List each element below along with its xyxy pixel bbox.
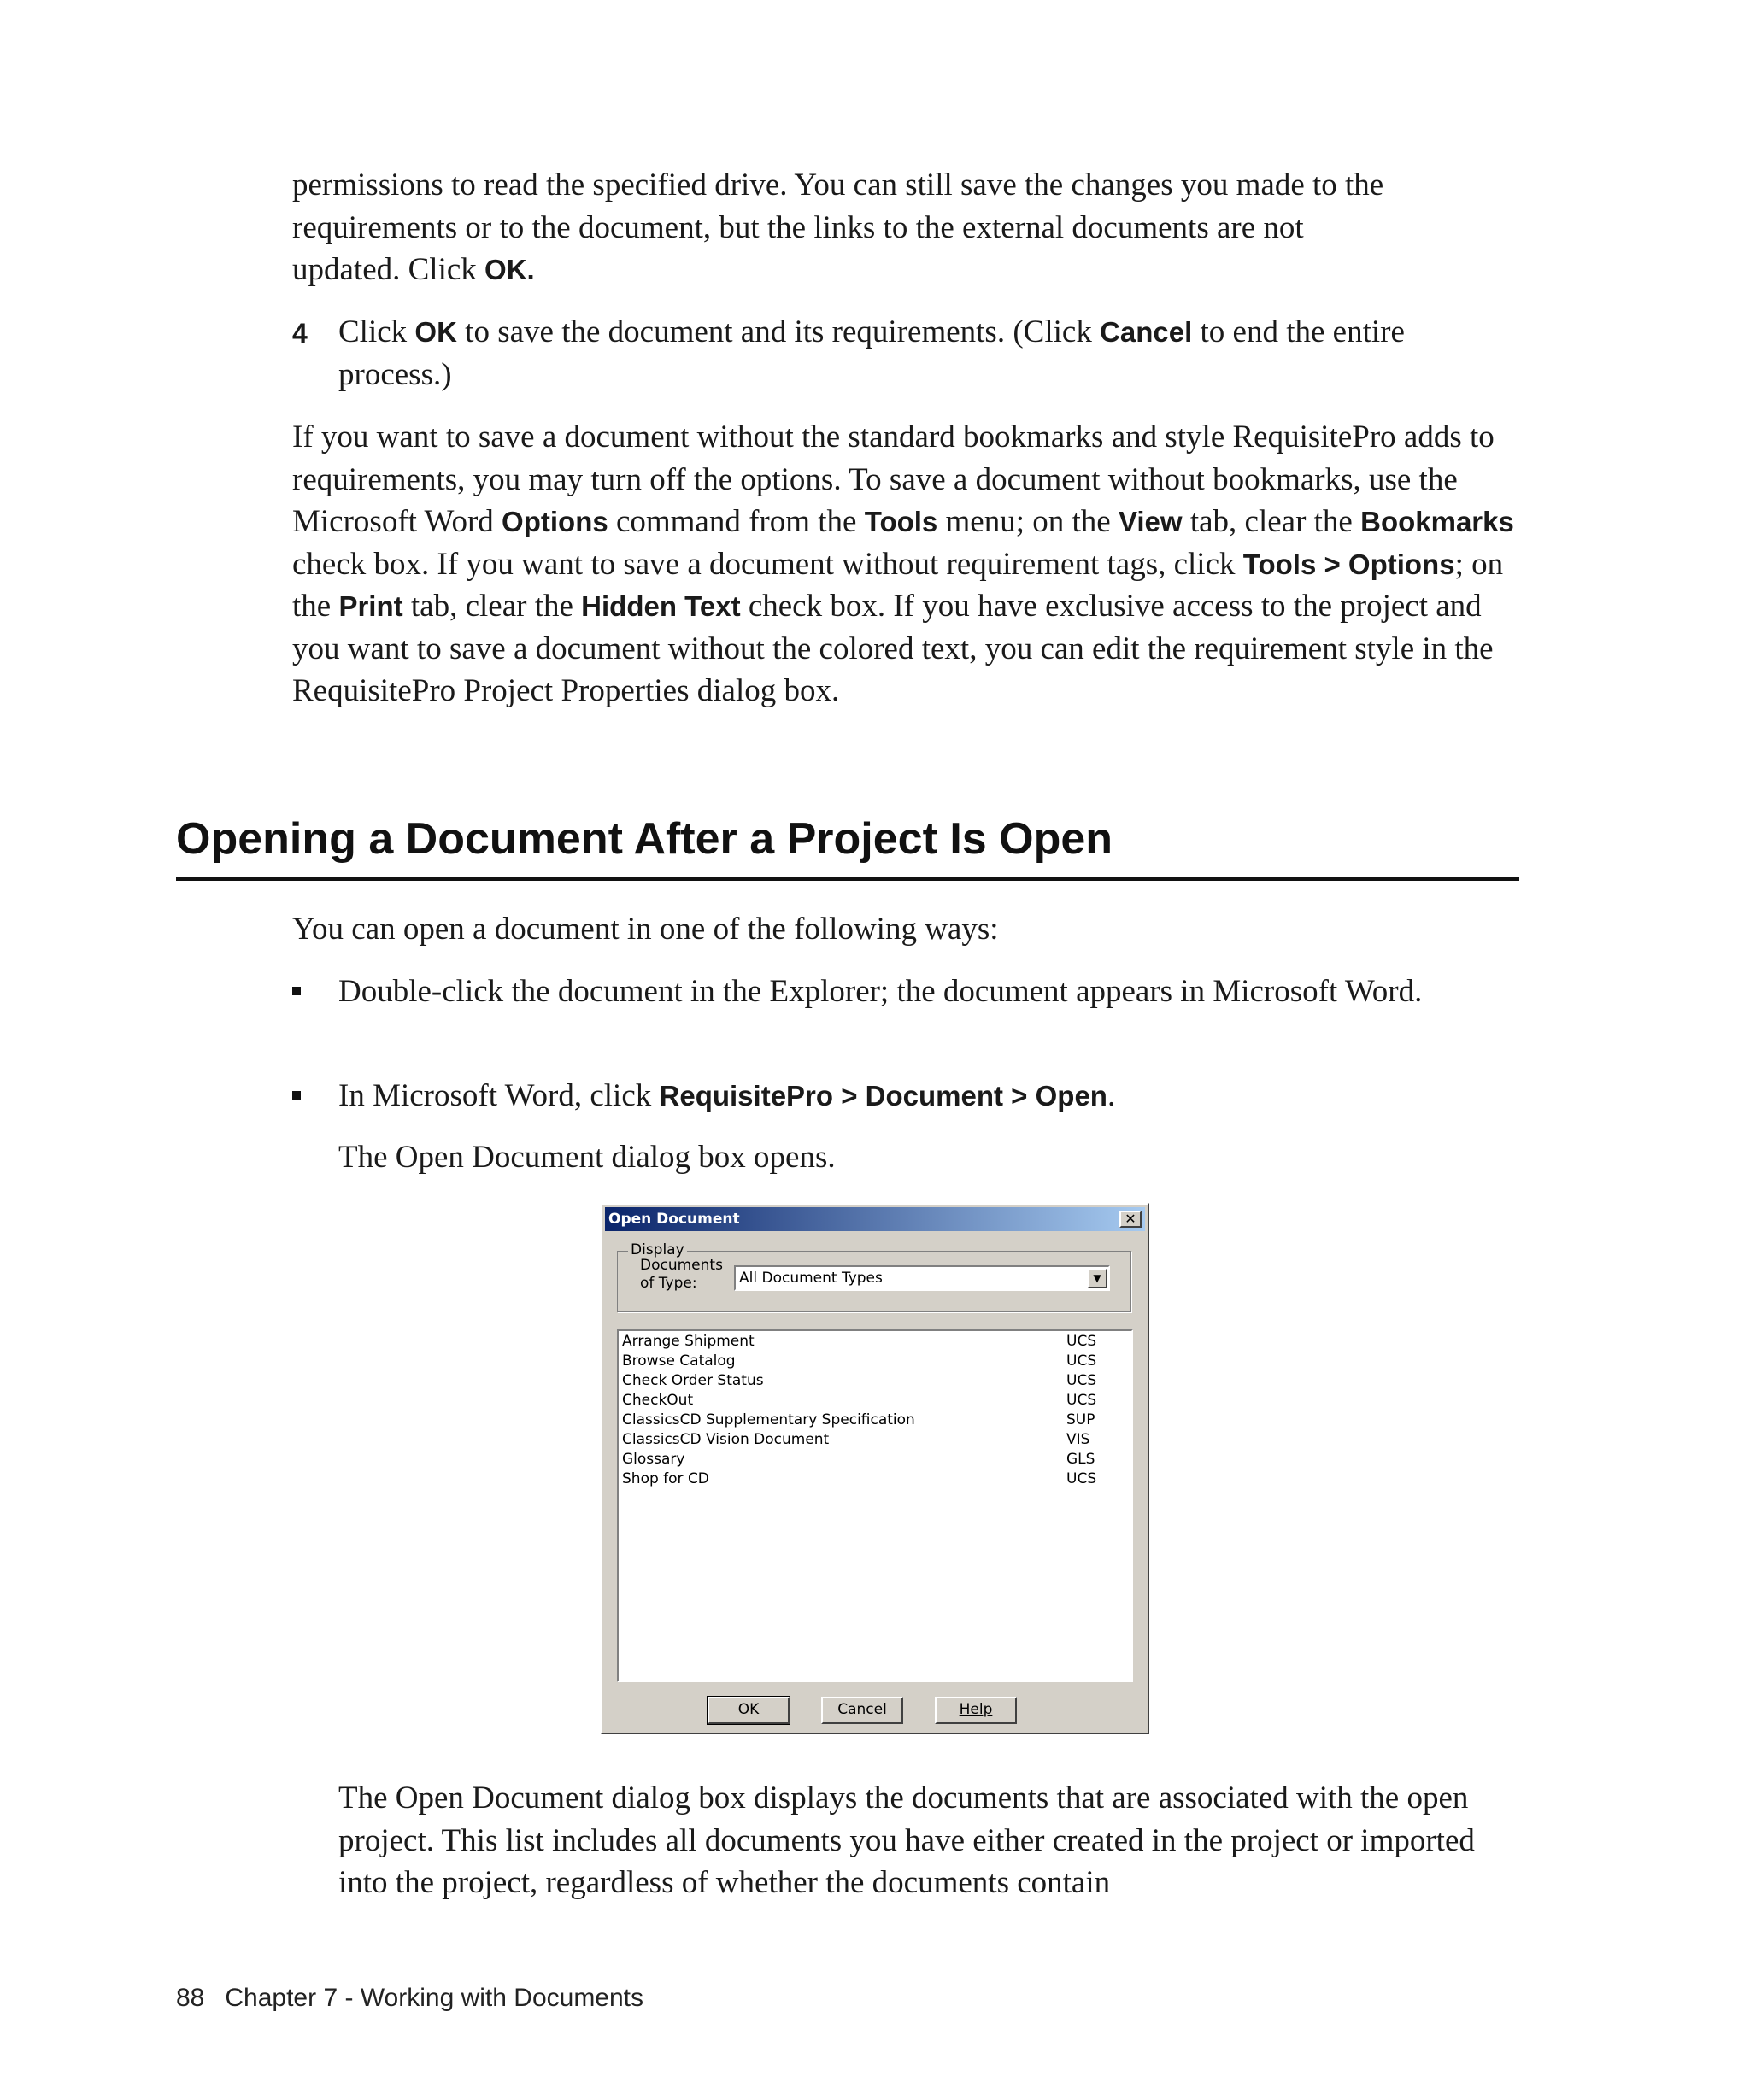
document-type-value: All Document Types	[739, 1270, 883, 1287]
list-item[interactable]	[622, 1470, 1118, 1490]
bookmarks-s7: tab, clear the	[402, 589, 582, 624]
list-item[interactable]	[622, 1372, 1118, 1392]
document-type: UCS	[1066, 1392, 1097, 1409]
bookmarks-s3: menu; on the	[937, 504, 1119, 539]
help-button[interactable]: Help	[935, 1697, 1017, 1724]
section-heading: Opening a Document After a Project Is Open	[176, 814, 1113, 864]
document-type: UCS	[1066, 1352, 1097, 1370]
chevron-down-icon[interactable]: ▼	[1087, 1268, 1107, 1288]
dialog-opens-text: The Open Document dialog box opens.	[338, 1140, 836, 1175]
doc-type-label-line-1: Documents	[640, 1257, 723, 1274]
step-number: 4	[292, 318, 308, 349]
intro-line-c: updated. Click	[292, 252, 485, 287]
document-type: SUP	[1066, 1411, 1095, 1428]
tools-ui-term: Tools	[864, 506, 938, 537]
dialog-title: Open Document	[608, 1211, 740, 1228]
bullet-icon	[292, 987, 301, 995]
bookmarks-s8: check box. If you have exclusive access to the project and you want to save a document without the colored text, you can edit the requirement style in the RequisitePro Project Properties dialog box.	[292, 589, 1494, 708]
step-4-t3: to end the entire process.)	[338, 314, 1405, 392]
document-type: UCS	[1066, 1372, 1097, 1389]
options-ui-term: Options	[502, 506, 608, 537]
step-4-t1: Click	[338, 314, 415, 349]
bullet-2-post: .	[1107, 1078, 1116, 1113]
chapter-title: Chapter 7 - Working with Documents	[225, 1984, 644, 2012]
intro-line-b: requirements or to the document, but the links to the external documents are not	[292, 209, 1304, 245]
bookmarks-s4: tab, clear the	[1182, 504, 1361, 539]
cancel-ui-term: Cancel	[1100, 316, 1193, 348]
intro-line-a: permissions to read the specified drive. You can still save the changes you made to the	[292, 167, 1384, 202]
bookmarks-s6: ; on the	[292, 546, 1504, 624]
print-ui-term: Print	[338, 590, 403, 622]
menu-path-ui-term: RequisitePro > Document > Open	[659, 1080, 1107, 1112]
document-name: Glossary	[622, 1451, 685, 1468]
cancel-button[interactable]: Cancel	[821, 1697, 903, 1724]
ok-button[interactable]: OK	[708, 1697, 790, 1724]
bookmarks-paragraph	[292, 416, 1514, 713]
tools-options-ui-term: Tools > Options	[1242, 548, 1455, 580]
document-name: ClassicsCD Vision Document	[622, 1431, 830, 1448]
hidden-text-ui-term: Hidden Text	[581, 590, 741, 622]
heading-rule	[176, 877, 1519, 881]
bookmarks-s1: If you want to save a document without the standard bookmarks and style RequisitePro adds to requirements, you may turn off the options. To save a document without bookmarks, use the Microsoft Word	[292, 419, 1495, 539]
document-name: Check Order Status	[622, 1372, 764, 1389]
list-item[interactable]	[622, 1431, 1118, 1451]
page-footer	[176, 1984, 643, 2013]
bullet-item-2	[338, 1075, 1518, 1117]
doc-type-label-line-2: of Type:	[640, 1275, 697, 1292]
step-4-t2: to save the document and its requirements. (Click	[456, 314, 1101, 349]
document-name: CheckOut	[622, 1392, 694, 1409]
list-item[interactable]	[622, 1451, 1118, 1470]
documents-of-type-label	[640, 1257, 723, 1293]
document-type: GLS	[1066, 1451, 1095, 1468]
document-list[interactable]	[617, 1329, 1133, 1682]
view-ui-term: View	[1118, 506, 1183, 537]
open-document-dialog	[601, 1203, 1149, 1734]
ok-ui-term: OK	[414, 316, 457, 348]
list-item[interactable]	[622, 1411, 1118, 1431]
bullet-item-1: Double-click the document in the Explorer; the document appears in Microsoft Word.	[338, 974, 1423, 1009]
bullet-2-pre: In Microsoft Word, click	[338, 1078, 660, 1113]
bookmarks-s2: command from the	[608, 504, 865, 539]
document-type: VIS	[1066, 1431, 1090, 1448]
section-intro: You can open a document in one of the following ways:	[292, 912, 999, 947]
step-4-text	[338, 311, 1518, 396]
intro-paragraph	[292, 164, 1514, 291]
document-name: Arrange Shipment	[622, 1333, 755, 1350]
bullet-icon	[292, 1091, 301, 1100]
list-item[interactable]	[622, 1352, 1118, 1372]
document-type-select[interactable]	[734, 1265, 1110, 1291]
document-name: ClassicsCD Supplementary Specification	[622, 1411, 915, 1428]
list-item[interactable]	[622, 1392, 1118, 1411]
display-group	[617, 1241, 1131, 1312]
document-type: UCS	[1066, 1470, 1097, 1487]
bookmarks-ui-term: Bookmarks	[1360, 506, 1514, 537]
display-group-label: Display	[628, 1241, 687, 1258]
document-name: Shop for CD	[622, 1470, 709, 1487]
document-name: Browse Catalog	[622, 1352, 736, 1370]
page-number: 88	[176, 1984, 205, 2012]
document-type: UCS	[1066, 1333, 1097, 1350]
dialog-title-bar[interactable]	[605, 1207, 1145, 1231]
list-item[interactable]	[622, 1333, 1118, 1352]
ok-ui-term: OK.	[484, 254, 535, 285]
bookmarks-s5: check box. If you want to save a document without requirement tags, click	[292, 546, 1243, 582]
close-icon[interactable]: ✕	[1119, 1211, 1142, 1228]
closing-paragraph: The Open Document dialog box displays the documents that are associated with the open project. This list includes all documents you have either created in the project or imported into the project, regardless of whether the documents contain	[338, 1780, 1475, 1900]
